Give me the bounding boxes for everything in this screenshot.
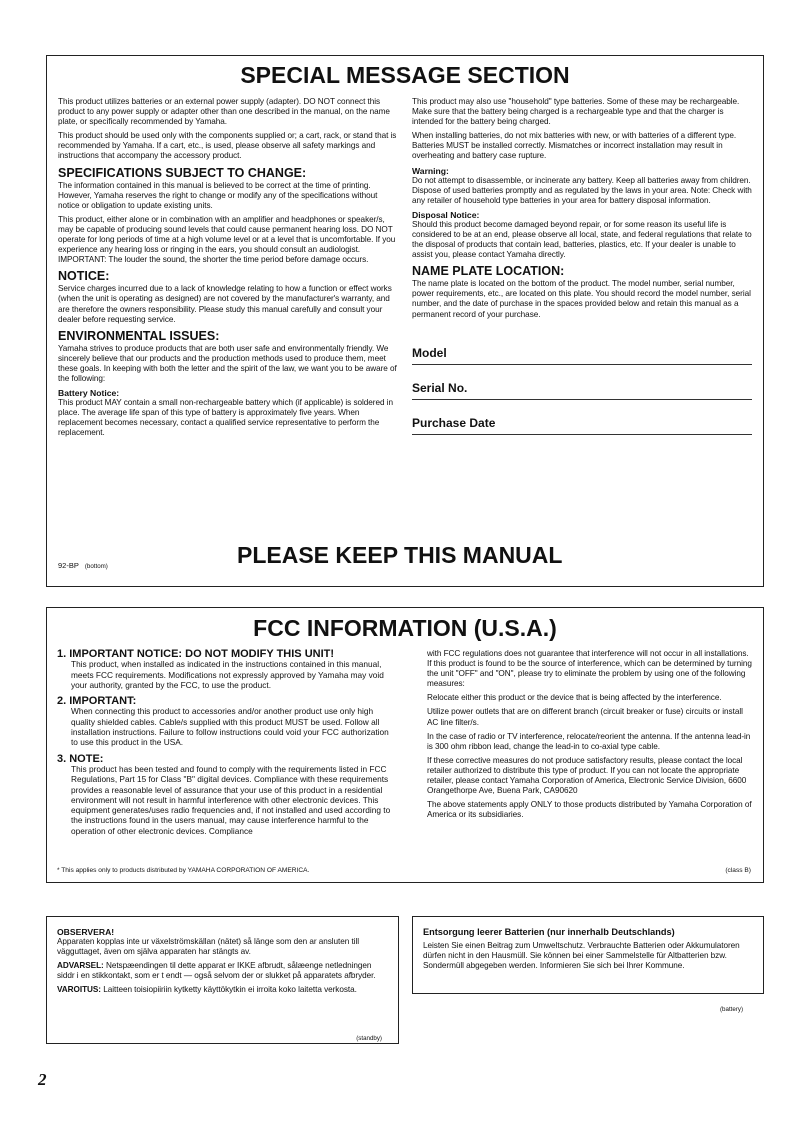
name-plate-paragraph: The name plate is located on the bottom of the product. The model number, serial number, power requirements, etc., are located on this plate. You should record the model number, serial number, and the date of purchase in the spaces provided below and retain this manual as a permanent record of your purchase.	[412, 279, 751, 319]
advarsel-body: Netspæendingen til dette apparat er IKKE afbrudt, sålæenge netledningen siddr i en stikkontakt, som er t endt — også selvom der or slukket på apparatets afbryder.	[57, 961, 376, 981]
model-field: Model	[412, 338, 752, 365]
purchase-date-field: Purchase Date	[412, 408, 752, 435]
fcc-right-paragraph-1: with FCC regulations does not guarantee that interference will not occur in all installations. If this product is found to be the source of interference, which can be determined by turning the unit "OFF" and "ON", please try to eliminate the problem by using one of the following measures:	[427, 649, 752, 689]
battery-note: (battery)	[720, 1006, 744, 1013]
battery-notice-paragraph: This product MAY contain a small non-rechargeable battery which (if applicable) is soldered in place. The average life span of this type of battery is approximately five years. When replacement becomes necessary, contact a qualified service representative to perform the replacement.	[58, 398, 393, 438]
intro-paragraph: This product utilizes batteries or an external power supply (adapter). DO NOT connect this product to any power supply or adapter other than one described in the manual, on the name plate, or specifically recommended by Yamaha.	[58, 97, 390, 127]
special-right-column	[412, 97, 752, 435]
german-content	[423, 927, 755, 975]
nordic-content	[57, 927, 387, 999]
warning-heading: Warning:	[412, 165, 449, 176]
fcc-footnote: * This applies only to products distributed by YAMAHA CORPORATION OF AMERICA.	[57, 867, 310, 874]
standby-note: (standby)	[356, 1035, 382, 1042]
fcc-item-3-lead: 3. NOTE:	[57, 752, 104, 765]
installing-battery-paragraph: When installing batteries, do not mix batteries with new, or with batteries of a different type. Batteries MUST be installed correctly. Mismatches or incorrect installation may result in overheating and battery case rupture.	[412, 131, 737, 161]
fcc-right-paragraph-4: In the case of radio or TV interference, relocate/reorient the antenna. If the antenna lead-in is 300 ohm ribbon lead, change the lead-in to co-axial type cable.	[427, 731, 751, 751]
fcc-right-paragraph-3: Utilize power outlets that are on different branch (circuit breaker or fuse) circuits or install AC line filter/s.	[427, 707, 743, 727]
fcc-item-2-lead: 2. IMPORTANT:	[57, 695, 137, 708]
document-code-label: 92-BP	[58, 561, 79, 570]
fcc-right-paragraph-2: Relocate either this product or the device that is being affected by the interference.	[427, 693, 722, 703]
fcc-item-1-body: This product, when installed as indicated in the instructions contained in this manual, meets FCC requirements. Modifications not expressly approved by Yamaha may void your authority, granted by the FCC, to use the product.	[71, 659, 384, 690]
environmental-heading: ENVIRONMENTAL ISSUES:	[58, 328, 220, 343]
special-message-box	[46, 55, 764, 587]
environmental-paragraph: Yamaha strives to produce products that are both user safe and environmentally friendly. We sincerely believe that our products and the production methods used to produce them, meet these goals. In keeping with both the letter and the spirit of the law, we want you to be aware of the following:	[58, 343, 397, 383]
hearing-paragraph: This product, either alone or in combination with an amplifier and headphones or speaker/s, may be capable of producing sound levels that could cause permanent hearing loss. DO NOT operate for long periods of time at a high volume level or at a level that is uncomfortable. If you experience any hearing loss or ringing in the ears, you should consult an audiologist. IMPORTANT: The louder the sound, the shorter the time period before damage occurs.	[58, 214, 396, 265]
disposal-heading: Disposal Notice:	[412, 209, 480, 220]
document-code	[58, 561, 108, 570]
disposal-paragraph: Should this product become damaged beyond repair, or for some reason its useful life is considered to be at an end, please observe all local, state, and federal regulations that relate to the disposal of products that contain lead, batteries, plastics, etc. If your dealer is unable to assist you, please contact Yamaha directly.	[412, 219, 752, 260]
fcc-left-column	[57, 649, 397, 842]
advarsel-paragraph	[57, 961, 387, 981]
keep-manual-title: PLEASE KEEP THIS MANUAL	[237, 542, 563, 568]
special-message-title: SPECIAL MESSAGE SECTION	[240, 62, 570, 88]
german-battery-box	[412, 916, 764, 994]
fcc-class-note: (class B)	[725, 867, 751, 874]
advarsel-lead: ADVARSEL:	[57, 961, 104, 971]
fcc-item-2-body: When connecting this product to accessories and/or another product use only high quality shielded cables. Cable/s supplied with this product MUST be used. Follow all installation instructions. Failure to follow instructions could void your FCC authorization to use this product in the USA.	[71, 706, 389, 748]
cart-paragraph: This product should be used only with the components supplied or; a cart, rack, or stand that is recommended by Yamaha. If a cart, etc., is used, please observe all safety markings and instructions that accompany the accessory product.	[58, 131, 397, 161]
name-plate-heading: NAME PLATE LOCATION:	[412, 264, 565, 279]
battery-notice-heading: Battery Notice:	[58, 388, 120, 399]
fcc-item-3	[57, 754, 397, 836]
fcc-right-paragraph-5: If these corrective measures do not produce satisfactory results, please contact the local retailer authorized to distribute this type of product. If you can not locate the appropriate retailer, please contact Yamaha Corporation of America, Electronic Service Division, 6600 Orangethorpe Ave, Buena Park, CA90620	[427, 755, 747, 796]
fcc-item-1	[57, 649, 397, 690]
serial-number-field: Serial No.	[412, 373, 752, 400]
varoitus-lead: VAROITUS:	[57, 985, 101, 995]
observera-paragraph: Apparaten kopplas inte ur växelströmskällan (nätet) så länge som den ar ansluten till vägguttaget, även om själva apparaten har stängts av.	[57, 937, 360, 957]
varoitus-paragraph	[57, 985, 387, 995]
document-code-note: (bottom)	[84, 563, 108, 570]
notice-paragraph: Service charges incurred due to a lack of knowledge relating to how a function or effect works (when the unit is operating as designed) are not covered by the manufacturer's warranty, and are therefore the owners responsibility. Please study this manual carefully and consult your dealer before requesting service.	[58, 284, 392, 324]
varoitus-body: Laitteen toisiopiiriin kytketty käyttökytkin ei irroita koko laitetta verkosta.	[103, 985, 357, 995]
fcc-box	[46, 607, 764, 883]
household-battery-paragraph: This product may also use "household" type batteries. Some of these may be rechargeable. Make sure that the battery being charged is a rechargeable type and that the charger is intended for the battery being charged.	[412, 97, 740, 127]
fcc-right-paragraph-6: The above statements apply ONLY to those products distributed by Yamaha Corporation of America or its subsidiaries.	[427, 800, 752, 820]
special-left-column	[58, 97, 398, 442]
notice-heading: NOTICE:	[58, 269, 110, 284]
warning-paragraph: Do not attempt to disassemble, or incinerate any battery. Keep all batteries away from children. Dispose of used batteries promptly and as regulated by the laws in your area. Note: Check with any retailer of household type batteries in your area for battery disposal information.	[412, 175, 752, 205]
german-battery-heading: Entsorgung leerer Batterien (nur innerhalb Deutschlands)	[423, 927, 675, 937]
fcc-item-3-body: This product has been tested and found to comply with the requirements listed in FCC Regulations, Part 15 for Class "B" digital devices. Compliance with these requirements provides a reasonable level of assurance that your use of this product in a residential environment will not result in harmful interference with other electronic devices. This equipment generates/uses radio frequencies and, if not installed and used according to the instructions found in the users manual, may cause interference harmful to the operation of other electronic devices. Compliance	[71, 763, 391, 836]
specifications-paragraph: The information contained in this manual is believed to be correct at the time of printing. However, Yamaha reserves the right to change or modify any of the specifications without notice or obligation to update existing units.	[58, 180, 378, 210]
page-number: 2	[38, 1070, 47, 1089]
fcc-right-column	[427, 649, 753, 824]
fcc-item-2	[57, 696, 397, 747]
specifications-heading: SPECIFICATIONS SUBJECT TO CHANGE:	[58, 165, 307, 180]
nordic-warning-box	[46, 916, 399, 1044]
german-battery-paragraph: Leisten Sie einen Beitrag zum Umweltschutz. Verbrauchte Batterien oder Akkumulatoren dürfen nicht in den Hausmüll. Sie können bei einer Sammelstelle für Altbatterien bzw. Sondermüll abgegeben werden. Informieren Sie sich bei Ihrer Kommune.	[423, 941, 740, 971]
observera-heading: OBSERVERA!	[57, 927, 115, 937]
fcc-title: FCC INFORMATION (U.S.A.)	[253, 615, 557, 641]
fcc-item-1-lead: 1. IMPORTANT NOTICE: DO NOT MODIFY THIS UNIT!	[57, 648, 335, 660]
